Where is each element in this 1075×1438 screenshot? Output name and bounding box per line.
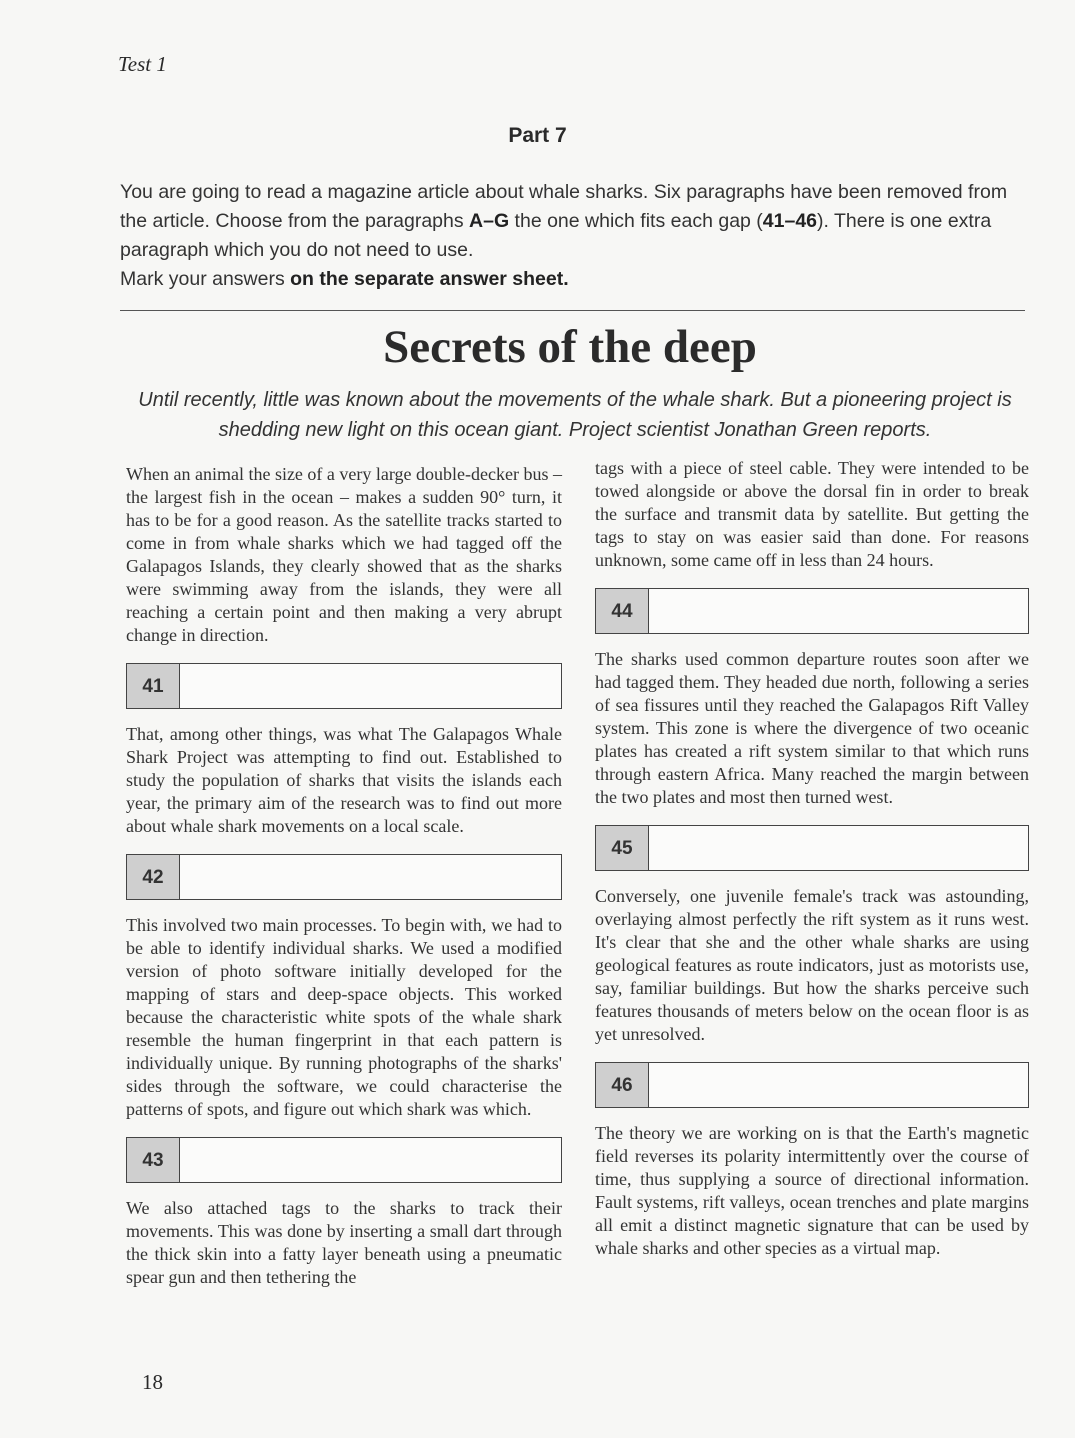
gap-number: 45 bbox=[596, 826, 649, 870]
part-title: Part 7 bbox=[508, 124, 567, 147]
gap-blank[interactable] bbox=[180, 664, 561, 708]
gap-blank[interactable] bbox=[649, 589, 1028, 633]
gap-41[interactable] bbox=[126, 663, 562, 709]
gap-45[interactable] bbox=[595, 825, 1029, 871]
gap-44[interactable] bbox=[595, 588, 1029, 634]
gap-blank[interactable] bbox=[180, 1138, 561, 1182]
instructions-paragraph: You are going to read a magazine article about whale sharks. Six paragraphs have been removed from the article. Choose from the paragraphs A–G the one which fits each gap (41–46). There is one extra paragraph which you do not need to use. bbox=[120, 181, 1008, 261]
article-subtitle: Until recently, little was known about the movements of the whale shark. But a pioneering project is shedding new light on this ocean giant. Project scientist Jonathan Green reports. bbox=[138, 389, 1012, 441]
gap-number: 42 bbox=[127, 855, 180, 899]
paragraph: The sharks used common departure routes soon after we had tagged them. They headed due north, following a series of sea fissures until they reached the Galapagos Rift Valley system. This zone is where the divergence of two oceanic plates has created a rift system similar to that which runs through eastern Africa. Many reached the margin between the two plates and most then turned west. bbox=[595, 649, 1029, 807]
gap-43[interactable] bbox=[126, 1137, 562, 1183]
gap-number: 44 bbox=[596, 589, 649, 633]
gap-number: 46 bbox=[596, 1063, 649, 1107]
paragraph: The theory we are working on is that the Earth's magnetic field reverses its polarity intermittently over the course of time, thus supplying a source of directional information. Fault systems, rift valleys, ocean trenches and plate margins all emit a distinct magnetic signature that can be used by whale sharks and other species as a virtual map. bbox=[595, 1123, 1029, 1258]
right-column bbox=[595, 457, 1029, 1260]
gap-number: 41 bbox=[127, 664, 180, 708]
paragraph: This involved two main processes. To begin with, we had to be able to identify individual sharks. We used a modified version of photo software initially developed for the mapping of stars and deep-space objects. This worked because the characteristic white spots of the whale shark resemble the human fingerprint in that each pattern is individually unique. By running photographs of the sharks' sides through the software, we could characterise the patterns of spots, and figure out which shark was which. bbox=[126, 915, 562, 1119]
gap-range: 41–46 bbox=[762, 210, 818, 232]
paragraph: We also attached tags to the sharks to track their movements. This was done by inserting a small dart through the thick skin into a fatty layer beneath using a pneumatic spear gun and then tethering the bbox=[126, 1198, 562, 1287]
paragraph-range: A–G bbox=[469, 210, 510, 232]
gap-blank[interactable] bbox=[649, 1063, 1028, 1107]
answer-sheet-note: Mark your answers on the separate answer sheet. bbox=[120, 268, 569, 290]
left-column bbox=[126, 463, 562, 1289]
paragraph: Conversely, one juvenile female's track was astounding, overlaying almost perfectly the rift system as it runs west. It's clear that she and the other whale sharks are using geological features as route indicators, just as motorists use, say, familiar buildings. But how the sharks perceive such features thousands of meters below on the ocean floor is as yet unresolved. bbox=[595, 886, 1029, 1044]
paragraph: tags with a piece of steel cable. They were intended to be towed alongside or above the dorsal fin in order to break the surface and transmit data by satellite. But getting the tags to stay on was easier said than done. For reasons unknown, some came off in less than 24 hours. bbox=[595, 458, 1029, 570]
paragraph: That, among other things, was what The Galapagos Whale Shark Project was attempting to find out. Established to study the population of sharks that visits the islands each year, the primary aim of the research was to find out more about whale shark movements on a local scale. bbox=[126, 724, 562, 836]
instructions bbox=[120, 178, 1030, 294]
gap-42[interactable] bbox=[126, 854, 562, 900]
gap-blank[interactable] bbox=[180, 855, 561, 899]
test-label: Test 1 bbox=[118, 52, 167, 76]
article-title: Secrets of the deep bbox=[383, 321, 757, 373]
divider bbox=[120, 310, 1025, 311]
page-number: 18 bbox=[142, 1370, 163, 1394]
gap-46[interactable] bbox=[595, 1062, 1029, 1108]
gap-blank[interactable] bbox=[649, 826, 1028, 870]
gap-number: 43 bbox=[127, 1138, 180, 1182]
paragraph: When an animal the size of a very large double-decker bus – the largest fish in the ocean – makes a sudden 90° turn, it has to be for a good reason. As the satellite tracks started to come in from whale sharks which we had tagged off the Galapagos Islands, they clearly showed that as the sharks were swimming away from the islands, they were all reaching a certain point and then making a very abrupt change in direction. bbox=[126, 464, 562, 645]
